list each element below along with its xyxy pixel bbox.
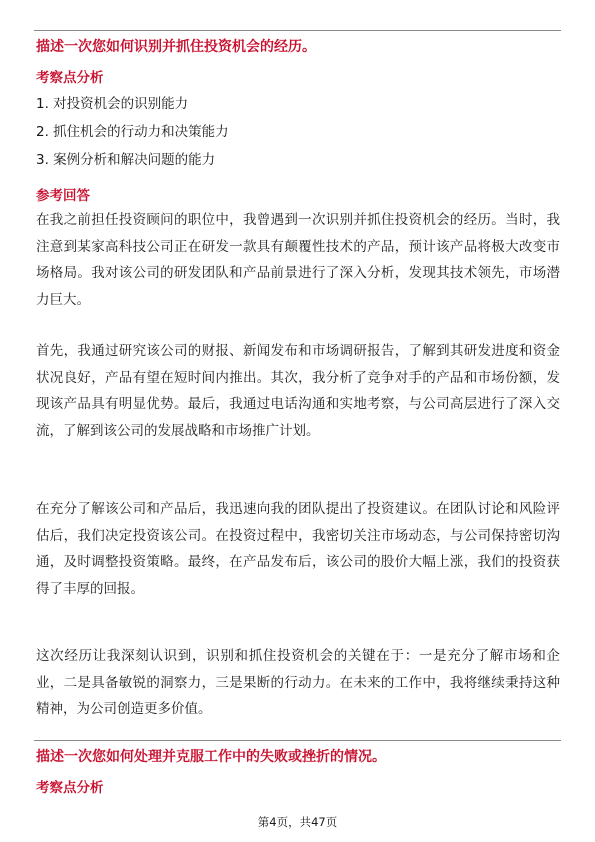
question-divider xyxy=(34,740,561,741)
analysis-heading: 考察点分析 xyxy=(36,780,104,796)
top-divider xyxy=(34,30,561,31)
analysis-heading: 考察点分析 xyxy=(36,70,104,86)
question-title: 描述一次您如何识别并抓住投资机会的经历。 xyxy=(36,39,316,55)
answer-paragraph: 这次经历让我深刻认识到，识别和抓住投资机会的关键在于：一是充分了解市场和企业，二是具备敏锐的洞察力，三是果断的行动力。在未来的工作中，我将继续秉持这种精神，为公司创造更多价值。 xyxy=(36,648,560,717)
page-number: 第4页，共47页 xyxy=(257,815,338,829)
question-title: 描述一次您如何处理并克服工作中的失败或挫折的情况。 xyxy=(36,749,386,765)
answer-paragraph: 在我之前担任投资顾问的职位中，我曾遇到一次识别并抓住投资机会的经历。当时，我注意到某家高科技公司正在研发一款具有颠覆性技术的产品，预计该产品将极大改变市场格局。我对该公司的研发团队和产品前景进行了深入分析，发现其技术领先，市场潜力巨大。 xyxy=(36,212,560,308)
analysis-point: 2. 抓住机会的行动力和决策能力 xyxy=(36,124,229,140)
analysis-point: 1. 对投资机会的识别能力 xyxy=(36,96,189,112)
analysis-point: 3. 案例分析和解决问题的能力 xyxy=(36,152,216,168)
answer-paragraph: 首先，我通过研究该公司的财报、新闻发布和市场调研报告，了解到其研发进度和资金状况良好，产品有望在短时间内推出。其次，我分析了竞争对手的产品和市场份额，发现该产品具有明显优势。最后，我通过电话沟通和实地考察，与公司高层进行了深入交流，了解到该公司的发展战略和市场推广计划。 xyxy=(36,343,560,439)
answer-heading: 参考回答 xyxy=(36,188,90,204)
answer-paragraph: 在充分了解该公司和产品后，我迅速向我的团队提出了投资建议。在团队讨论和风险评估后，我们决定投资该公司。在投资过程中，我密切关注市场动态，与公司保持密切沟通，及时调整投资策略。最终，在产品发布后，该公司的股价大幅上涨，我们的投资获得了丰厚的回报。 xyxy=(36,501,560,597)
